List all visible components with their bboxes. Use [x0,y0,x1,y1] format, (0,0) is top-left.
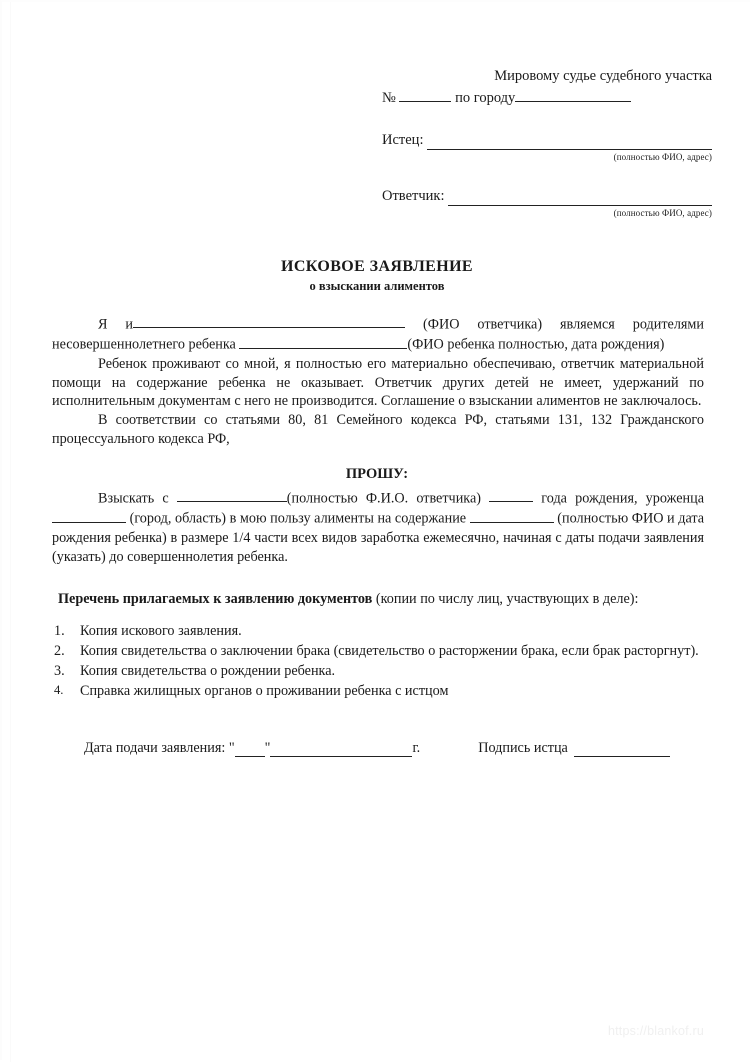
addressee-block [382,66,712,220]
document-subtitle: о взыскании алиментов [309,279,445,293]
petition-part-2: (полностью Ф.И.О. ответчика) [286,490,481,507]
paragraph-parties [52,314,704,355]
defendant-name-blank[interactable] [133,314,405,328]
petition-part-4: (город, область) в мою пользу алименты на содержание [129,510,467,527]
quote-close: " [264,740,271,756]
petition-part-5: (полностью ФИО и дата рождения ребенка) в размере 1/4 части всех видов заработка ежемесячно, начиная с даты подачи заявления (указать) до совершеннолетия ребенка. [52,510,705,565]
parties-hint: (ФИО ребенка полностью, дата рождения) [407,336,665,353]
attachments-heading [58,591,708,608]
list-item [54,622,702,641]
attachment-text: Копия свидетельства о рождении ребенка. [80,663,336,680]
petition-defendant-blank[interactable] [177,488,287,502]
court-number-label: № [382,89,396,106]
attachment-number: 3. [54,663,65,680]
defendant-hint: (полностью ФИО, адрес) [613,208,712,219]
year-blank[interactable] [374,743,412,757]
attachments-heading-rest: (копии по числу лиц, участвующих в деле): [372,591,639,607]
signature-label: Подпись истца [478,740,568,756]
court-number-line [382,87,712,108]
petition-heading: ПРОШУ: [345,466,409,482]
plaintiff-row [382,130,712,150]
list-item [54,642,702,661]
parties-intro: Я и [98,316,134,333]
attachment-text: Справка жилищных органов о проживании ребенка с истцом [80,683,449,700]
defendant-row [382,186,712,206]
document-title: ИСКОВОЕ ЗАЯВЛЕНИЕ [280,258,473,275]
petition-paragraph [52,488,704,566]
petition-city-blank[interactable] [52,508,126,522]
plaintiff-block [382,130,712,163]
signature-blank[interactable] [574,743,670,757]
petition-part-3: года рождения, уроженца [541,490,704,507]
defendant-label: Ответчик: [382,188,445,205]
list-item [54,662,702,681]
court-number-blank[interactable] [399,87,451,102]
petition-part-1: Взыскать с [98,490,169,507]
defendant-block [382,186,712,219]
date-label: Дата подачи заявления: [84,740,226,756]
attachment-number: 2. [54,643,65,660]
plaintiff-blank[interactable] [427,135,712,150]
plaintiff-label: Истец: [382,131,424,148]
plaintiff-hint: (полностью ФИО, адрес) [613,151,712,162]
body-block [52,314,704,449]
paragraph-circumstances: Ребенок проживают со мной, я полностью его материально обеспечиваю, ответчик материальной помощи на содержание ребенка не оказывает. Ответчик других детей не имеет, удержаний по исполнительным документам с него не производится. Соглашение о взыскании алиментов не заключалось. [52,355,704,410]
parties-middle: (ФИО ответчика) являемся родителями несовершеннолетнего ребенка [52,316,705,353]
court-city-blank[interactable] [515,87,631,102]
petition-birth-year-blank[interactable] [489,488,533,502]
day-blank[interactable] [235,743,265,757]
court-title-line: Мировому судье судебного участка [494,68,712,84]
petition-child-blank[interactable] [470,508,554,522]
quote-open: " [228,740,235,756]
page-edge-rule [10,2,11,1062]
attachments-list [54,622,702,702]
signature-row [84,740,684,757]
month-blank[interactable] [270,743,374,757]
year-suffix: г. [412,740,421,756]
site-watermark: https://blankof.ru [607,1024,704,1038]
attachment-number: 1. [54,623,65,639]
attachment-text: Копия свидетельства о заключении брака (свидетельство о расторжении брака, если брак расторгнут). [80,643,699,660]
list-item [54,682,702,701]
defendant-blank[interactable] [448,191,712,206]
attachment-text: Копия искового заявления. [80,623,242,639]
paragraph-legal-basis: В соответствии со статьями 80, 81 Семейного кодекса РФ, статьями 131, 132 Гражданского процессуального кодекса РФ, [52,412,704,448]
petition-block [52,488,704,566]
court-city-label: по городу [455,89,516,106]
child-name-blank[interactable] [239,334,407,348]
attachments-heading-bold: Перечень прилагаемых к заявлению документов [58,591,373,607]
attachment-number: 4. [54,683,64,698]
